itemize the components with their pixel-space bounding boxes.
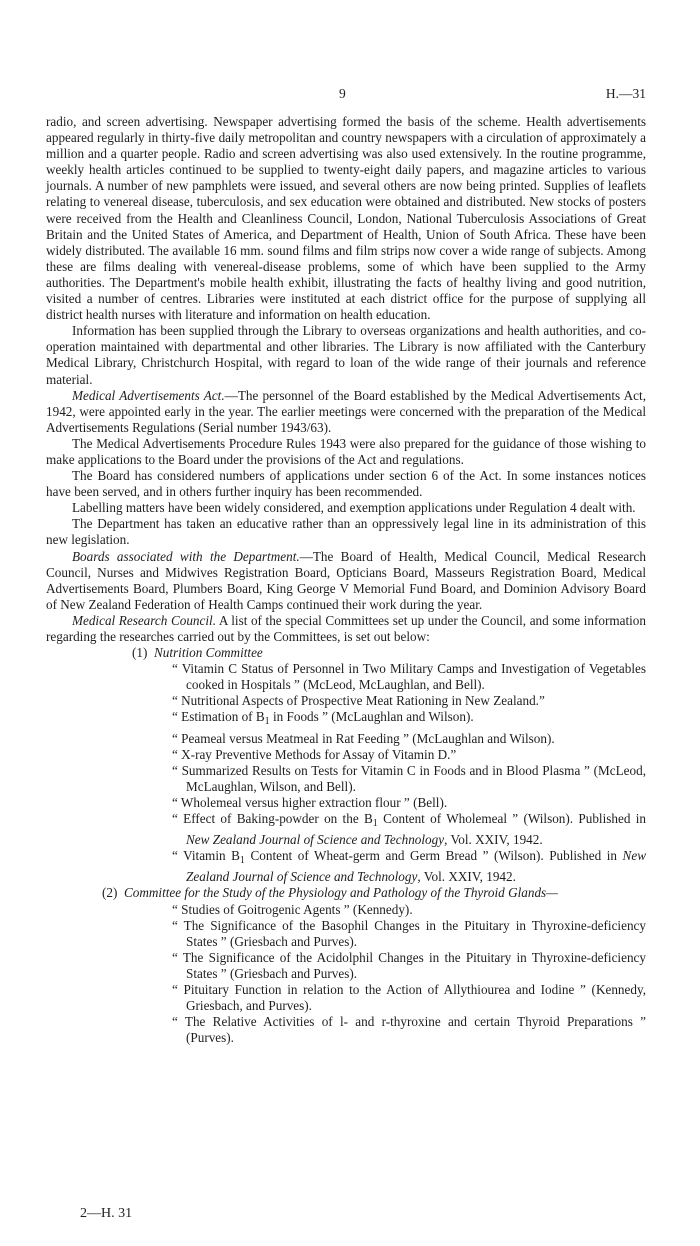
- page-number: 9: [339, 86, 346, 101]
- list-item: “ X-ray Preventive Methods for Assay of Vitamin D.”: [172, 746, 457, 762]
- list-item: “ Pituitary Function in relation to the Action of Allythiourea and Iodine ” (Kennedy, Griesbach, and Purves).: [172, 981, 646, 1014]
- list-item: “ Summarized Results on Tests for Vitamin C in Foods and in Blood Plasma ” (McLeod, McLaughlan, Wilson, and Bell).: [172, 762, 646, 794]
- page-header: [46, 86, 646, 104]
- section-heading: Medical Advertisements Act.: [72, 387, 225, 403]
- list-item: “ Effect of Baking-powder on the $B_1$ Content of Wholemeal ” (Wilson). Published in New Zealand Journal of Science and Technology, Vol. XXIV, 1942.: [172, 811, 646, 848]
- list-item: “ Vitamin C Status of Personnel in Two Military Camps and Investigation of Vegetables cooked in Hospitals ” (McLeod, McLaughlan, and Bell).: [172, 661, 646, 693]
- paragraph-applications: The Board has considered numbers of applications under section 6 of the Act. In some instances notices have been served, and in others further inquiry has been recommended.: [46, 468, 646, 500]
- section-heading: Boards associated with the Department.: [72, 548, 300, 564]
- committee-heading: (2) Committee for the Study of the Physiology and Pathology of the Thyroid Glands—: [102, 885, 558, 901]
- committee-entries: [172, 661, 646, 885]
- paragraph-medical-advertisements-act: [46, 388, 646, 436]
- paragraph-procedure-rules: The Medical Advertisements Procedure Rules 1943 were also prepared for the guidance of those wishing to make applications to the Board under the provisions of the Act and regulations.: [46, 435, 646, 467]
- document-reference: H.—31: [605, 86, 646, 101]
- list-item: “ Estimation of $B_1$ in Foods ” (McLaughlan and Wilson).: [172, 709, 474, 728]
- committee-heading: (1) Nutrition Committee: [132, 645, 263, 661]
- paragraph-library: Information has been supplied through the Library to overseas organizations and health authorities, and co-operation maintained with departmental and other libraries. The Library is now affiliated with the Canterbury Medical Library, Christchurch Hospital, with regard to loan of the wide range of their journals and reference material.: [46, 323, 646, 387]
- paragraph-text: A list of the special Committees set up under the Council, and some information regarding the researches carried out by the Committees, is set out below:: [46, 612, 646, 644]
- paragraph-boards: [46, 549, 646, 613]
- paragraph-medical-research-council: [46, 613, 646, 645]
- paragraph-health-advertising: radio, and screen advertising. Newspaper advertising formed the basis of the scheme. Health advertisements appeared regularly in thirty-five daily metropolitan and country newspapers with a circulation of approximately a million and a quarter people. Radio and screen advertising was also used extensively. In the routine programme, weekly health articles continued to be supplied to twenty-eight daily papers, and magazine articles to various journals. A number of new pamphlets were issued, and several others are now being printed. Supplies of leaflets relating to venereal disease, tuberculosis, and sex education were obtained and distributed. New stocks of posters were received from the Health and Cleanliness Council, London, National Tuberculosis Associations of Great Britain and the United States of America, and Department of Health, Union of South Africa. These have been widely distributed. The available 16 mm. sound films and film strips now cover a wide range of subjects. Among these are films dealing with venereal-disease problems, some of which have been supplied to the Army authorities. The Department's mobile health exhibit, illustrating the facts of healthy living and good nutrition, visited a number of centres. Libraries were instituted at each district office for the purpose of supplying all district health nurses with literature and information on health education.: [46, 114, 646, 323]
- list-item: “ Studies of Goitrogenic Agents ” (Kennedy).: [172, 901, 413, 917]
- paragraph-text: —The personnel of the Board established by the Medical Advertisements Act, 1942, were appointed early in the year. The earlier meetings were concerned with the preparation of the Medical Advertisements Regulations (Serial number 1943/63).: [46, 387, 646, 435]
- committee-entries: [172, 902, 646, 1047]
- list-item: “ The Significance of the Basophil Changes in the Pituitary in Thyroxine-deficiency States ” (Griesbach and Purves).: [172, 917, 646, 949]
- paragraph-administration: The Department has taken an educative rather than an oppressively legal line in its administration of this new legislation.: [46, 516, 646, 548]
- list-item: “ Wholemeal versus higher extraction flour ” (Bell).: [172, 794, 448, 810]
- list-item: “ Peameal versus Meatmeal in Rat Feeding ” (McLaughlan and Wilson).: [172, 730, 555, 746]
- paragraph-labelling: Labelling matters have been widely considered, and exemption applications under Regulation 4 dealt with.: [72, 500, 636, 516]
- list-item: “ The Significance of the Acidolphil Changes in the Pituitary in Thyroxine-deficiency States ” (Griesbach and Purves).: [172, 949, 646, 981]
- section-heading: Medical Research Council.: [72, 612, 217, 628]
- page-footer: 2—H. 31: [80, 1206, 133, 1221]
- list-item: “ The Relative Activities of l- and r-thyroxine and certain Thyroid Preparations ” (Purves).: [172, 1014, 646, 1046]
- list-item: “ Vitamin $B_1$ Content of Wheat-germ and Germ Bread ” (Wilson). Published in New Zealand Journal of Science and Technology, Vol. XXIV, 1942.: [172, 848, 646, 885]
- list-item: “ Nutritional Aspects of Prospective Meat Rationing in New Zealand.”: [172, 693, 545, 709]
- page-body: [46, 114, 646, 1046]
- paragraph-text: —The Board of Health, Medical Council, Medical Research Council, Nurses and Midwives Registration Board, Opticians Board, Masseurs Registration Board, Medical Advertisements Board, Plumbers Board, King George V Memorial Fund Board, and Dominion Advisory Board of New Zealand Federation of Health Camps continued their work during the year.: [46, 548, 646, 612]
